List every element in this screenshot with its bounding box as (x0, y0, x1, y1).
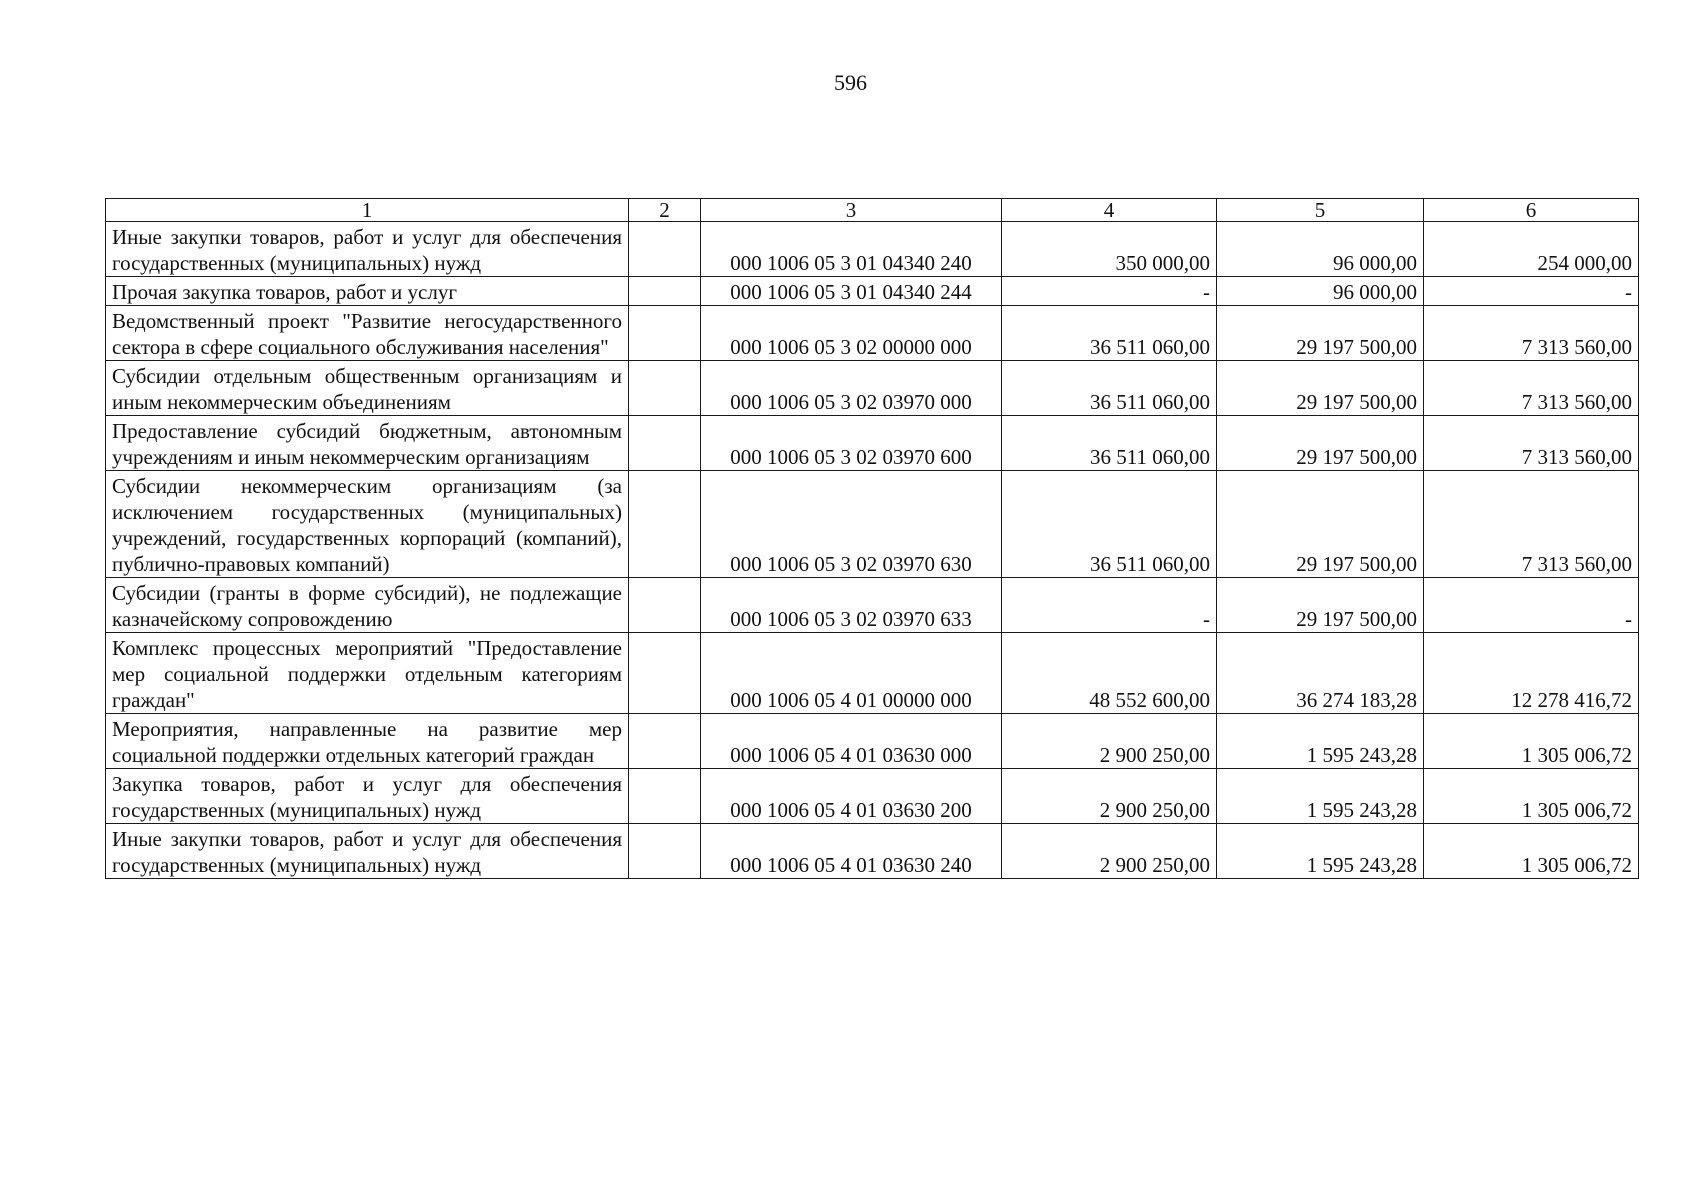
table-row (106, 578, 1639, 633)
row-value4-cell: 48 552 600,00 (1002, 633, 1217, 714)
row-value6-cell: 254 000,00 (1424, 222, 1639, 277)
table-row (106, 471, 1639, 578)
row-value6-cell: 12 278 416,72 (1424, 633, 1639, 714)
row-value6-cell: 7 313 560,00 (1424, 471, 1639, 578)
row-value4-cell: 2 900 250,00 (1002, 714, 1217, 769)
column-number-3: 3 (701, 199, 1002, 222)
row-code-cell: 000 1006 05 4 01 03630 000 (701, 714, 1002, 769)
row-value5-cell: 96 000,00 (1217, 222, 1424, 277)
row-code-cell: 000 1006 05 3 01 04340 244 (701, 277, 1002, 306)
row-value4-cell: 36 511 060,00 (1002, 361, 1217, 416)
row-value5-cell: 1 595 243,28 (1217, 769, 1424, 824)
row-name-cell: Субсидии отдельным общественным организациям и иным некоммерческим объединениям (106, 361, 629, 416)
row-value6-cell: 1 305 006,72 (1424, 824, 1639, 879)
row-column2-cell (629, 416, 701, 471)
row-name-cell: Субсидии некоммерческим организациям (за исключением государственных (муниципальных) учреждений, государственных корпораций (компаний), публично-правовых компаний) (106, 471, 629, 578)
table-row (106, 306, 1639, 361)
column-number-2: 2 (629, 199, 701, 222)
table-row (106, 361, 1639, 416)
row-column2-cell (629, 824, 701, 879)
budget-table-body (106, 199, 1639, 879)
row-column2-cell (629, 306, 701, 361)
row-value4-cell: - (1002, 277, 1217, 306)
row-value4-cell: 36 511 060,00 (1002, 471, 1217, 578)
row-name-cell: Ведомственный проект "Развитие негосударственного сектора в сфере социального обслуживания населения" (106, 306, 629, 361)
table-row (106, 824, 1639, 879)
row-value6-cell: 7 313 560,00 (1424, 306, 1639, 361)
budget-table (105, 198, 1639, 879)
row-value6-cell: 7 313 560,00 (1424, 416, 1639, 471)
column-number-1: 1 (106, 199, 629, 222)
column-number-6: 6 (1424, 199, 1639, 222)
row-code-cell: 000 1006 05 3 02 03970 633 (701, 578, 1002, 633)
row-code-cell: 000 1006 05 3 02 00000 000 (701, 306, 1002, 361)
row-value4-cell: - (1002, 578, 1217, 633)
row-column2-cell (629, 361, 701, 416)
row-code-cell: 000 1006 05 3 02 03970 600 (701, 416, 1002, 471)
row-value5-cell: 29 197 500,00 (1217, 361, 1424, 416)
column-number-4: 4 (1002, 199, 1217, 222)
row-value6-cell: - (1424, 578, 1639, 633)
row-name-cell: Иные закупки товаров, работ и услуг для обеспечения государственных (муниципальных) нужд (106, 824, 629, 879)
table-row (106, 633, 1639, 714)
row-value5-cell: 29 197 500,00 (1217, 471, 1424, 578)
table-row (106, 714, 1639, 769)
row-value5-cell: 36 274 183,28 (1217, 633, 1424, 714)
row-value4-cell: 350 000,00 (1002, 222, 1217, 277)
row-code-cell: 000 1006 05 3 02 03970 000 (701, 361, 1002, 416)
row-name-cell: Предоставление субсидий бюджетным, автономным учреждениям и иным некоммерческим организациям (106, 416, 629, 471)
row-column2-cell (629, 714, 701, 769)
row-column2-cell (629, 222, 701, 277)
row-column2-cell (629, 471, 701, 578)
row-value4-cell: 36 511 060,00 (1002, 416, 1217, 471)
row-name-cell: Иные закупки товаров, работ и услуг для обеспечения государственных (муниципальных) нужд (106, 222, 629, 277)
row-code-cell: 000 1006 05 3 01 04340 240 (701, 222, 1002, 277)
row-name-cell: Закупка товаров, работ и услуг для обеспечения государственных (муниципальных) нужд (106, 769, 629, 824)
column-number-row (106, 199, 1639, 222)
row-column2-cell (629, 633, 701, 714)
row-value6-cell: - (1424, 277, 1639, 306)
row-value6-cell: 1 305 006,72 (1424, 769, 1639, 824)
row-value4-cell: 2 900 250,00 (1002, 824, 1217, 879)
row-value4-cell: 36 511 060,00 (1002, 306, 1217, 361)
row-code-cell: 000 1006 05 3 02 03970 630 (701, 471, 1002, 578)
row-value5-cell: 29 197 500,00 (1217, 578, 1424, 633)
row-value4-cell: 2 900 250,00 (1002, 769, 1217, 824)
row-name-cell: Прочая закупка товаров, работ и услуг (106, 277, 629, 306)
row-value5-cell: 1 595 243,28 (1217, 714, 1424, 769)
table-row (106, 769, 1639, 824)
row-code-cell: 000 1006 05 4 01 00000 000 (701, 633, 1002, 714)
row-column2-cell (629, 769, 701, 824)
table-row (106, 416, 1639, 471)
row-name-cell: Комплекс процессных мероприятий "Предоставление мер социальной поддержки отдельным категориям граждан" (106, 633, 629, 714)
row-name-cell: Субсидии (гранты в форме субсидий), не подлежащие казначейскому сопровождению (106, 578, 629, 633)
row-column2-cell (629, 578, 701, 633)
row-value6-cell: 1 305 006,72 (1424, 714, 1639, 769)
column-number-5: 5 (1217, 199, 1424, 222)
row-name-cell: Мероприятия, направленные на развитие мер социальной поддержки отдельных категорий граждан (106, 714, 629, 769)
row-value5-cell: 1 595 243,28 (1217, 824, 1424, 879)
table-row (106, 222, 1639, 277)
row-value5-cell: 96 000,00 (1217, 277, 1424, 306)
table-row (106, 277, 1639, 306)
row-code-cell: 000 1006 05 4 01 03630 240 (701, 824, 1002, 879)
row-value6-cell: 7 313 560,00 (1424, 361, 1639, 416)
row-code-cell: 000 1006 05 4 01 03630 200 (701, 769, 1002, 824)
row-value5-cell: 29 197 500,00 (1217, 416, 1424, 471)
row-value5-cell: 29 197 500,00 (1217, 306, 1424, 361)
page-number: 596 (834, 70, 867, 95)
row-column2-cell (629, 277, 701, 306)
